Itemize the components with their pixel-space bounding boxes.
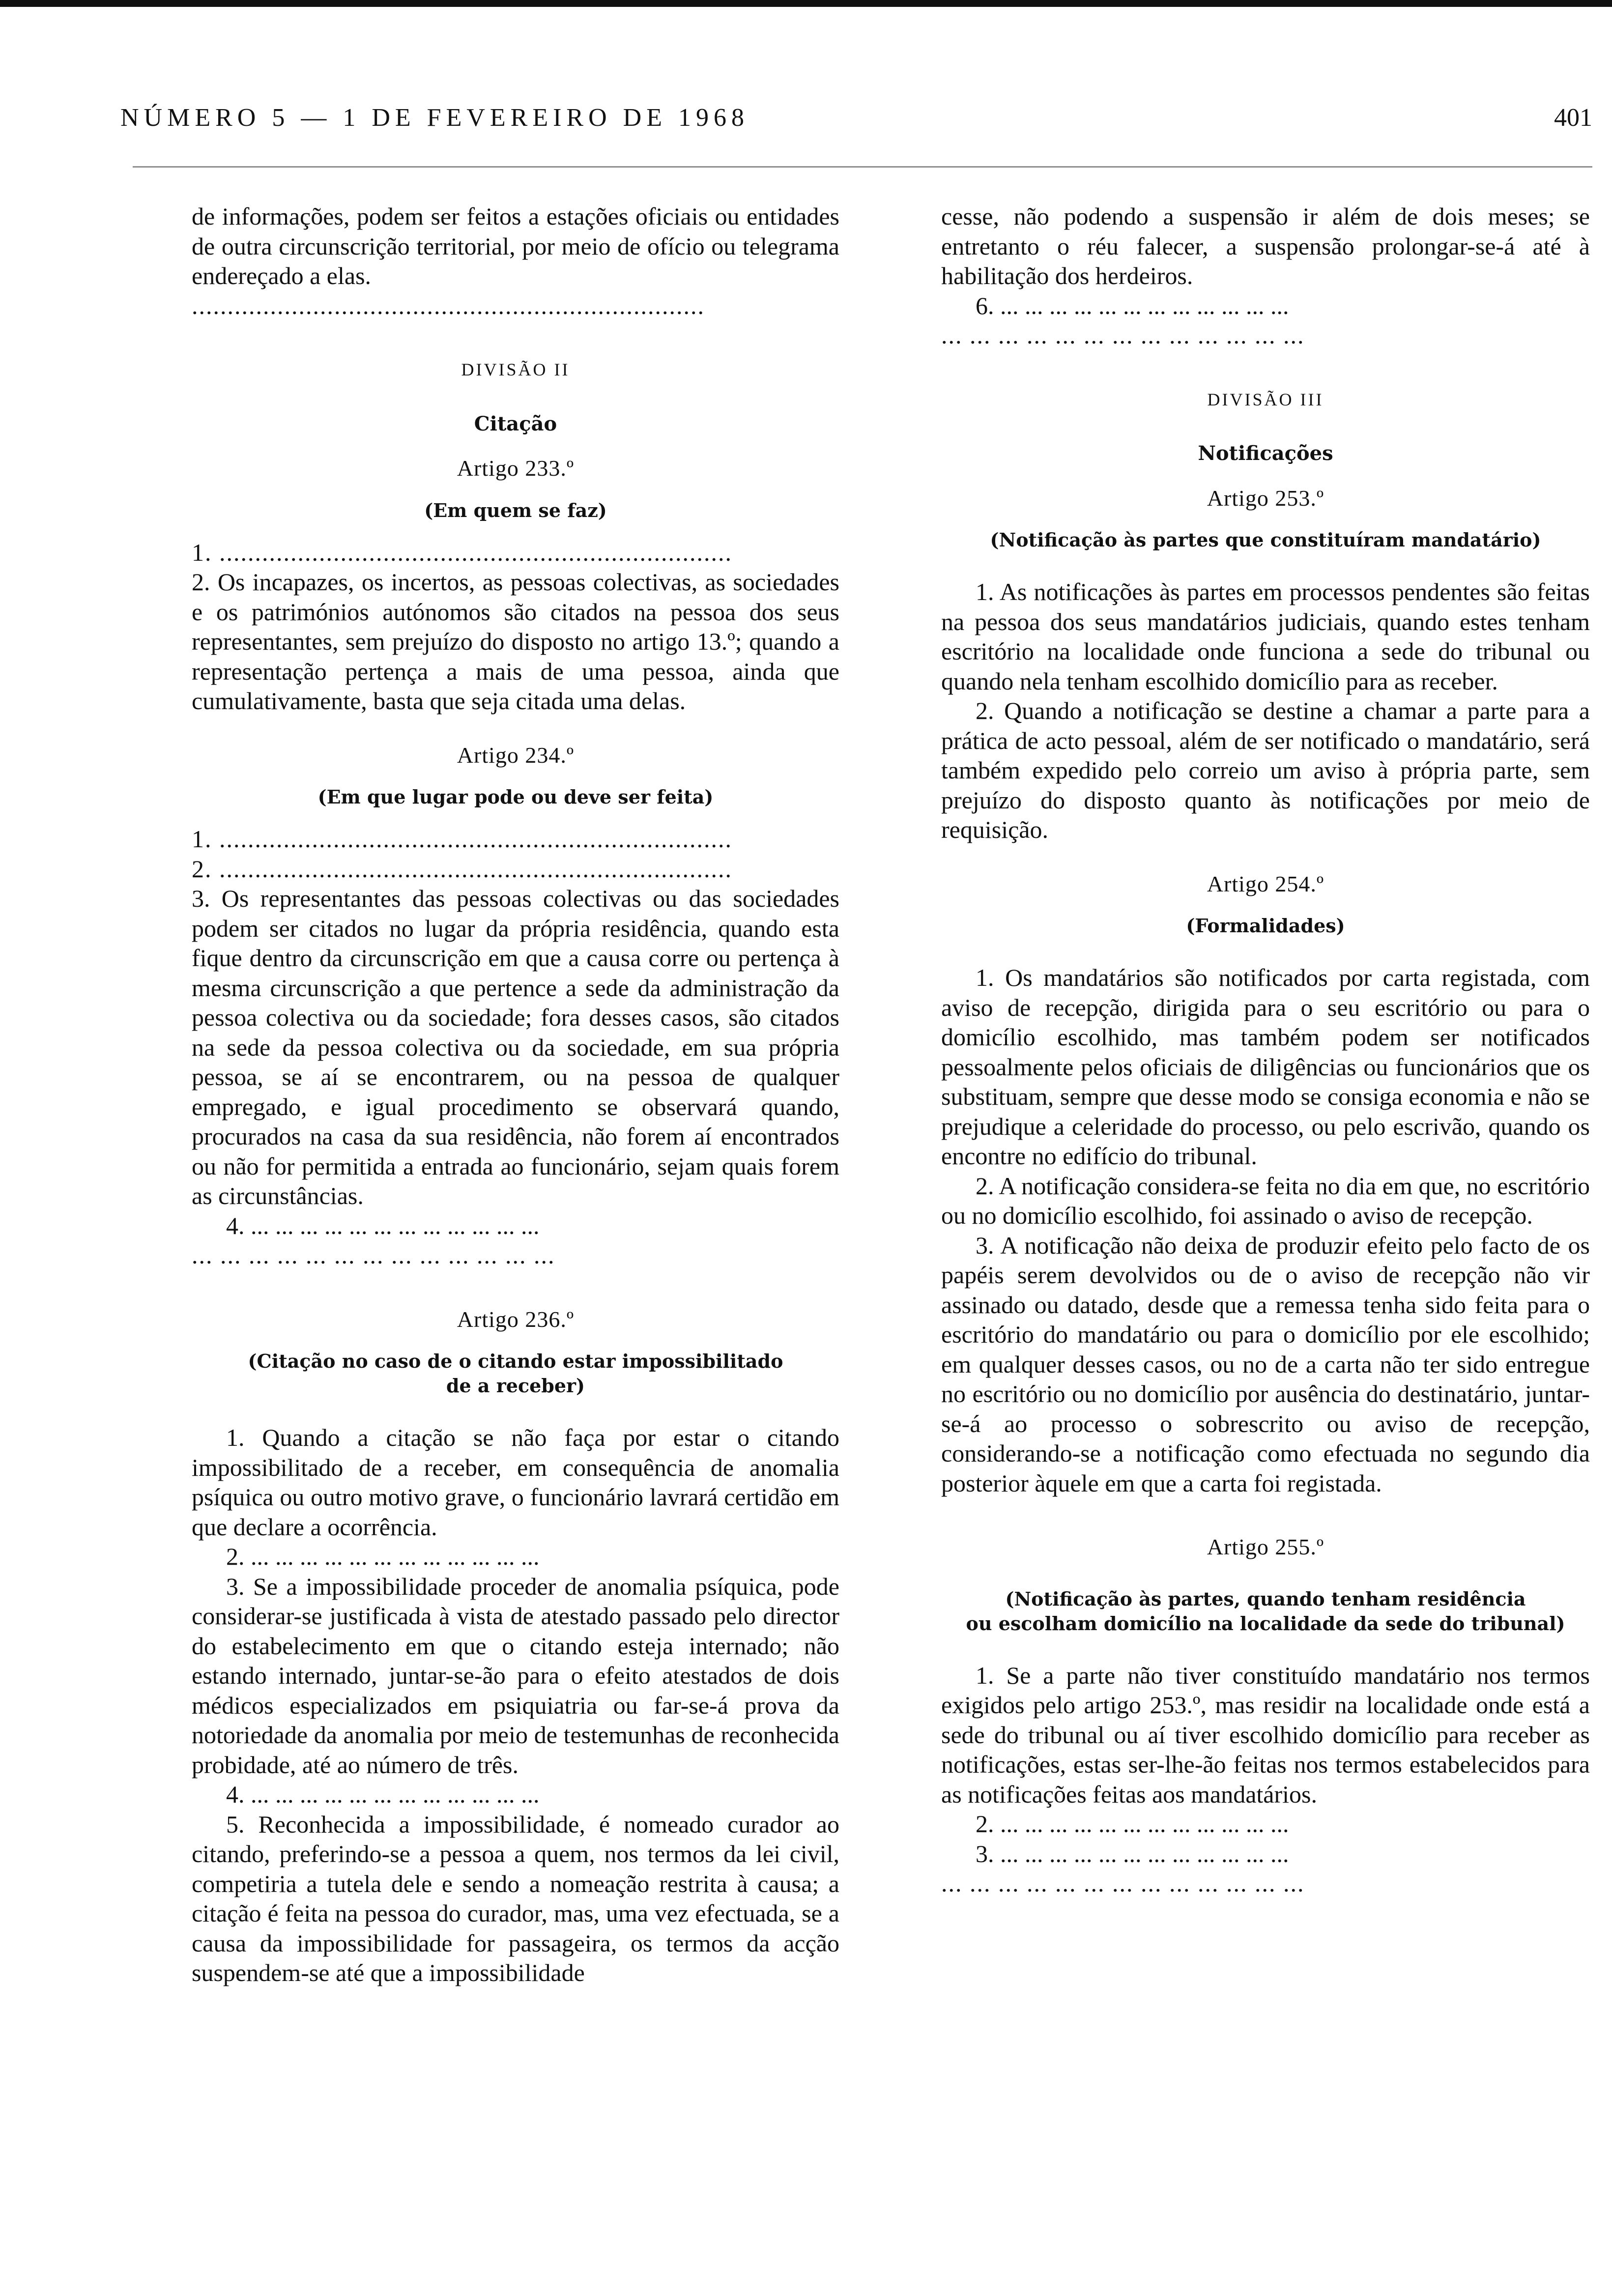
top-border-rule — [0, 0, 1612, 7]
paragraph: 2. ........................................................................ — [192, 855, 732, 883]
paragraph: 1. Quando a citação se não faça por estar o citando impossibilitado de a receber, em consequência de anomalia psíquica ou outro motivo grave, o funcionário lavrará certidão em que declare a ocorrência. — [192, 1424, 839, 1541]
paragraph: 2. ... ... ... ... ... ... ... ... ... ... ... ... — [226, 1543, 540, 1570]
omission-dots: ... ... ... ... ... ... ... ... ... ... ... ... ... — [192, 1241, 555, 1269]
paragraph: 2. Quando a notificação se destine a chamar a parte para a prática de acto pessoal, além de ser notificado o mandatário, será também expedido pelo correio um aviso à própria parte, sem prejuízo do disposto quanto às notificações por meio de requisição. — [941, 697, 1590, 843]
paragraph: 2. A notificação considera-se feita no dia em que, no escritório ou no domicílio escolhido, foi assinado o aviso de recepção. — [941, 1172, 1590, 1229]
article-rubric: (Em que lugar pode ou deve ser feita) — [317, 786, 714, 808]
section-title: Notificações — [1198, 442, 1333, 465]
article-heading: Artigo 233.º — [457, 456, 575, 481]
header-title: NÚMERO 5 — 1 DE FEVEREIRO DE 1968 — [120, 104, 749, 132]
paragraph: 1. Os mandatários são notificados por carta registada, com aviso de recepção, dirigida para o seu escritório ou para o domicílio escolhido, mas também podem ser notificados pessoalmente pelos oficiais de diligências ou funcionários que os substituam, sempre que desse modo se consiga economia e não se prejudique a celeridade do processo, ou pelo escrivão, quando os encontre no edifício do tribunal. — [941, 964, 1590, 1170]
article-heading: Artigo 236.º — [457, 1306, 575, 1332]
header-rule — [133, 166, 1592, 168]
paragraph: 4. ... ... ... ... ... ... ... ... ... ... ... ... — [226, 1780, 540, 1808]
page-number: 401 — [1554, 104, 1592, 132]
article-heading: Artigo 254.º — [1207, 871, 1324, 896]
paragraph: 3. ... ... ... ... ... ... ... ... ... ... ... ... — [976, 1839, 1289, 1867]
paragraph: 1. As notificações às partes em processos pendentes são feitas na pessoa dos seus mandatários judiciais, quando estes tenham escritório na localidade onde funciona a sede do tribunal ou quando nela tenham escolhido domicílio para as receber. — [941, 578, 1590, 695]
omission-dots: ... ... ... ... ... ... ... ... ... ... ... ... ... — [941, 1869, 1305, 1897]
paragraph: 2. Os incapazes, os incertos, as pessoas colectivas, as sociedades e os patrimónios autónomos são citados na pessoa dos seus representantes, sem prejuízo do disposto no artigo 13.º; quando a representação pertença a mais de uma pessoa, ainda que cumulativamente, basta que seja citada uma delas. — [192, 568, 839, 715]
paragraph: cesse, não podendo a suspensão ir além de dois meses; se entretanto o réu falecer, a suspensão prolongar-se-á até à habilitação dos herdeiros. — [941, 202, 1590, 289]
paragraph: 1. ........................................................................ — [192, 538, 732, 566]
division-heading: DIVISÃO III — [1207, 389, 1324, 409]
article-rubric: (Notificação às partes, quando tenham residência — [1005, 1587, 1526, 1610]
article-rubric: (Formalidades) — [1186, 915, 1345, 937]
article-heading: Artigo 253.º — [1207, 485, 1324, 511]
paragraph: 2. ... ... ... ... ... ... ... ... ... ... ... ... — [976, 1810, 1289, 1837]
article-rubric: (Em quem se faz) — [424, 499, 607, 521]
article-heading: Artigo 234.º — [457, 742, 575, 768]
omission-dots: ... ... ... ... ... ... ... ... ... ... ... ... ... — [941, 321, 1305, 349]
article-rubric: ou escolham domicílio na localidade da sede do tribunal) — [966, 1612, 1565, 1635]
paragraph: 5. Reconhecida a impossibilidade, é nomeado curador ao citando, preferindo-se a pessoa a quem, nos termos da lei civil, competiria a tutela dele e sendo a nomeação restrita à causa; a citação é feita na pessoa do curador, mas, uma vez efectuada, se a causa da impossibilidade for passageira, os termos da acção suspendem-se até que a impossibilidade — [192, 1810, 839, 1986]
omission-dots: ........................................................................ — [192, 291, 705, 319]
article-rubric: (Notificação às partes que constituíram mandatário) — [990, 529, 1541, 551]
paragraph: 6. ... ... ... ... ... ... ... ... ... ... ... ... — [976, 291, 1289, 319]
right-column — [941, 201, 1590, 1898]
article-rubric: (Citação no caso de o citando estar impossibilitado — [248, 1350, 783, 1372]
paragraph: 1. Se a parte não tiver constituído mandatário nos termos exigidos pelo artigo 253.º, mas residir na localidade onde está a sede do tribunal ou aí tiver escolhido domicílio para receber as notificações, estas ser-lhe-ão feitas nos termos estabelecidos para as notificações feitas aos mandatários. — [941, 1661, 1590, 1808]
paragraph: 3. Se a impossibilidade proceder de anomalia psíquica, pode considerar-se justificada à vista de atestado passado pelo director do estabelecimento em que o citando esteja internado; não estando internado, juntar-se-ão para o efeito atestados de dois médicos especializados em psiquiatria ou far-se-á prova da notoriedade da anomalia por meio de testemunhas de reconhecida probidade, até ao número de três. — [192, 1572, 839, 1779]
article-rubric: de a receber) — [446, 1375, 585, 1397]
section-title: Citação — [474, 412, 557, 435]
division-heading: DIVISÃO II — [461, 360, 570, 379]
paragraph: 4. ... ... ... ... ... ... ... ... ... ... ... ... — [226, 1211, 540, 1239]
page-header — [120, 103, 1592, 138]
paragraph: 1. ........................................................................ — [192, 825, 732, 853]
paragraph: de informações, podem ser feitos a estações oficiais ou entidades de outra circunscrição territorial, por meio de ofício ou telegrama endereçado a elas. — [192, 202, 839, 289]
paragraph: 3. Os representantes das pessoas colectivas ou das sociedades podem ser citados no lugar da própria residência, quando esta fique dentro da circunscrição em que a causa corre ou pertença à mesma circunscrição a que pertence a sede da administração da pessoa colectiva ou da sociedade; fora desses casos, são citados na sede da pessoa colectiva ou da sociedade, em sua própria pessoa, se aí se encontrarem, ou na pessoa de qualquer empregado, e igual procedimento se observará quando, procurados na casa da sua residência, não forem aí encontrados ou não for permitida a entrada ao funcionário, sejam quais forem as circunstâncias. — [192, 885, 839, 1209]
left-column — [192, 201, 839, 1988]
article-heading: Artigo 255.º — [1207, 1534, 1324, 1559]
paragraph: 3. A notificação não deixa de produzir efeito pelo facto de os papéis serem devolvidos ou de o aviso de recepção não vir assinado ou datado, desde que a remessa tenha sido feita para o escritório do mandatário ou para o domicílio por ele escolhido; em qualquer desses casos, ou no de a carta não ter sido entregue no escritório ou no domicílio por ausência do destinatário, juntar-se-á ao processo o sobrescrito ou aviso de recepção, considerando-se a notificação como efectuada no segundo dia posterior àquele em que a carta foi registada. — [941, 1231, 1590, 1497]
